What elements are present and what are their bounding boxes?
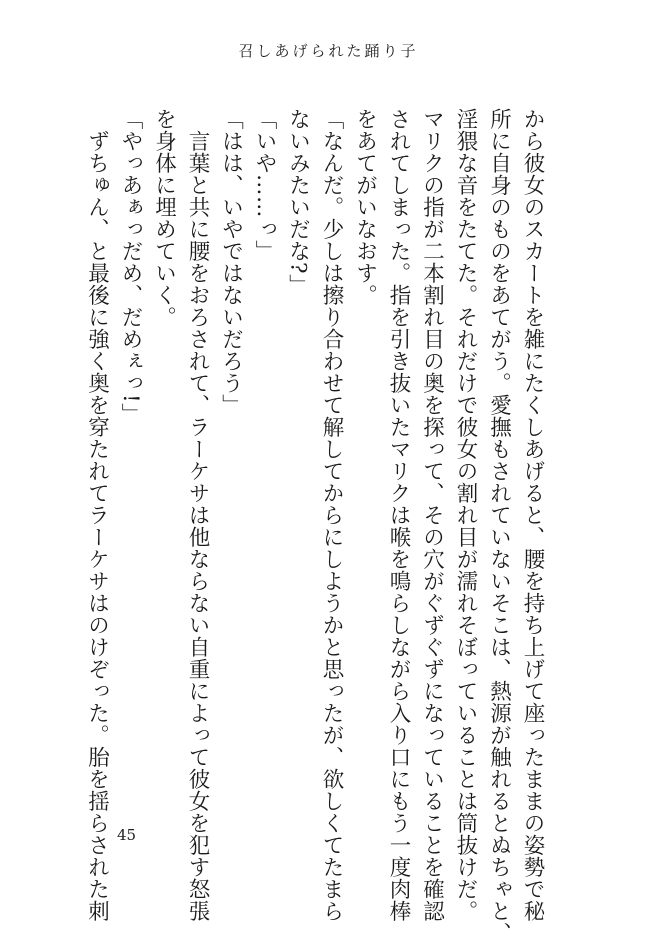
text-line: 淫猥な音をたてた。それだけで彼女の割れ目が濡れそぼっていることは筒抜けだ。: [453, 108, 478, 922]
text-line: をあてがいなおす。: [352, 108, 378, 306]
text-line: から彼女のスカートを雑にたくしあげると、腰を持ち上げて座ったままの姿勢で秘: [520, 108, 545, 922]
text-line: 「やっあぁっだめ、だめぇっ!」: [118, 108, 143, 426]
text-line: マリクの指が二本割れ目の奥を探って、その穴がぐずぐずになっていることを確認: [419, 108, 445, 922]
text-line: 言葉と共に腰をおろされて、ラーケサは他ならない自重によって彼女を犯す怒張: [185, 108, 210, 922]
running-head: 召しあげられた踊り子: [238, 42, 419, 60]
text-line: 「はは、いやではないだろう」: [218, 108, 244, 416]
text-line: ないみたいだな?」: [285, 108, 311, 297]
text-line: 所に自身のものをあてがう。愛撫もされていないそこは、熱源が触れるとぬちゃと、: [486, 108, 512, 944]
text-line: されてしまった。指を引き抜いたマリクは喉を鳴らしながら入り口にもう一度肉棒: [386, 108, 411, 922]
text-line: 「なんだ。少しは擦り合わせて解してからにしようかと思ったが、欲しくてたまら: [319, 108, 344, 922]
text-line: 「いや……っ」: [252, 108, 277, 262]
page-number: 45: [117, 826, 137, 844]
text-line: を身体に埋めていく。: [151, 108, 177, 328]
text-line: ずちゅん、と最後に強く奥を穿たれてラーケサはのけぞった。胎を揺らされた刺: [84, 108, 110, 922]
